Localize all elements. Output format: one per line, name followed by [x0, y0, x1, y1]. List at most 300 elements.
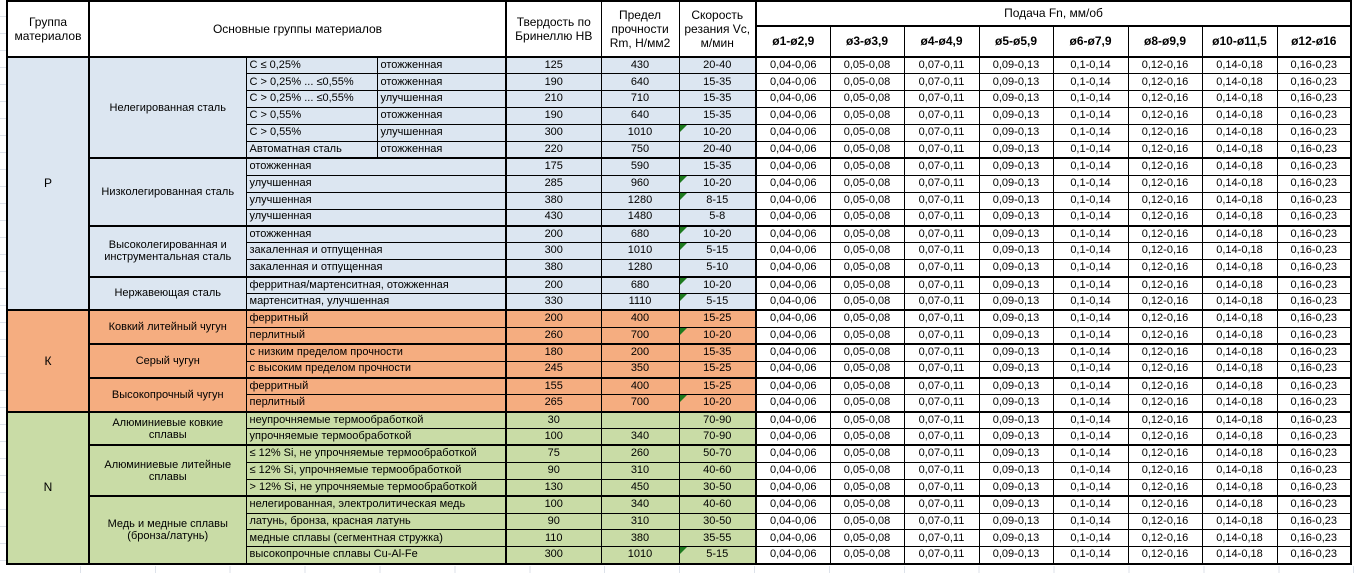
feed-value-cell[interactable]: 0,16-0,23 — [1277, 74, 1351, 91]
strength-cell[interactable]: 700 — [601, 395, 679, 412]
feed-value-cell[interactable]: 0,04-0,06 — [756, 125, 830, 142]
feed-value-cell[interactable]: 0,1-0,14 — [1053, 175, 1128, 192]
material-detail-cell[interactable]: мартенситная, улучшенная — [246, 293, 506, 310]
cutting-speed-cell[interactable]: 20-40 — [679, 57, 756, 74]
hardness-cell[interactable]: 380 — [506, 192, 601, 209]
cutting-speed-cell[interactable]: 5-10 — [679, 260, 756, 277]
feed-value-cell[interactable]: 0,09-0,13 — [979, 344, 1053, 361]
hardness-cell[interactable]: 175 — [506, 158, 601, 175]
feed-value-cell[interactable]: 0,05-0,08 — [830, 530, 904, 547]
material-detail-cell[interactable]: ферритная/мартенситная, отожженная — [246, 277, 506, 294]
feed-value-cell[interactable]: 0,12-0,16 — [1128, 547, 1202, 564]
material-detail-cell[interactable]: C ≤ 0,25% — [246, 57, 377, 74]
feed-value-cell[interactable]: 0,1-0,14 — [1053, 310, 1128, 327]
feed-value-cell[interactable]: 0,07-0,11 — [904, 513, 979, 530]
feed-value-cell[interactable]: 0,16-0,23 — [1277, 378, 1351, 395]
feed-value-cell[interactable]: 0,16-0,23 — [1277, 530, 1351, 547]
feed-value-cell[interactable]: 0,04-0,06 — [756, 108, 830, 125]
feed-value-cell[interactable]: 0,05-0,08 — [830, 395, 904, 412]
feed-value-cell[interactable]: 0,07-0,11 — [904, 192, 979, 209]
feed-value-cell[interactable]: 0,05-0,08 — [830, 209, 904, 226]
strength-cell[interactable]: 340 — [601, 429, 679, 446]
material-detail-cell[interactable]: упрочняемые термообработкой — [246, 429, 506, 446]
strength-cell[interactable]: 1280 — [601, 192, 679, 209]
feed-value-cell[interactable]: 0,05-0,08 — [830, 327, 904, 344]
group-letter-cell[interactable]: N — [7, 412, 89, 564]
feed-value-cell[interactable]: 0,09-0,13 — [979, 310, 1053, 327]
material-detail-cell[interactable]: C > 0,25% ... ≤0,55% — [246, 74, 377, 91]
cutting-speed-cell[interactable]: 10-20 — [679, 226, 756, 243]
hardness-cell[interactable]: 260 — [506, 327, 601, 344]
feed-value-cell[interactable]: 0,16-0,23 — [1277, 57, 1351, 74]
feed-value-cell[interactable]: 0,07-0,11 — [904, 108, 979, 125]
hardness-cell[interactable]: 190 — [506, 74, 601, 91]
feed-value-cell[interactable]: 0,04-0,06 — [756, 344, 830, 361]
feed-value-cell[interactable]: 0,12-0,16 — [1128, 57, 1202, 74]
subgroup-cell[interactable]: Нержавеющая сталь — [89, 277, 246, 311]
strength-cell[interactable]: 200 — [601, 344, 679, 361]
feed-value-cell[interactable]: 0,14-0,18 — [1202, 462, 1277, 479]
feed-value-cell[interactable]: 0,09-0,13 — [979, 412, 1053, 429]
feed-value-cell[interactable]: 0,07-0,11 — [904, 74, 979, 91]
material-state-cell[interactable]: отожженная — [377, 57, 506, 74]
feed-value-cell[interactable]: 0,09-0,13 — [979, 108, 1053, 125]
material-detail-cell[interactable]: ферритный — [246, 310, 506, 327]
header-tensile-strength[interactable]: Предел прочности Rm, Н/мм2 — [601, 1, 679, 57]
feed-value-cell[interactable]: 0,09-0,13 — [979, 395, 1053, 412]
feed-value-cell[interactable]: 0,05-0,08 — [830, 74, 904, 91]
feed-value-cell[interactable]: 0,05-0,08 — [830, 429, 904, 446]
feed-value-cell[interactable]: 0,16-0,23 — [1277, 462, 1351, 479]
feed-value-cell[interactable]: 0,07-0,11 — [904, 327, 979, 344]
cutting-speed-cell[interactable]: 15-25 — [679, 310, 756, 327]
feed-value-cell[interactable]: 0,14-0,18 — [1202, 277, 1277, 294]
feed-value-cell[interactable]: 0,1-0,14 — [1053, 57, 1128, 74]
material-detail-cell[interactable]: Автоматная сталь — [246, 141, 377, 158]
hardness-cell[interactable]: 220 — [506, 141, 601, 158]
feed-value-cell[interactable]: 0,12-0,16 — [1128, 192, 1202, 209]
strength-cell[interactable]: 960 — [601, 175, 679, 192]
hardness-cell[interactable]: 265 — [506, 395, 601, 412]
material-detail-cell[interactable]: медные сплавы (сегментная стружка) — [246, 530, 506, 547]
feed-value-cell[interactable]: 0,07-0,11 — [904, 496, 979, 513]
feed-value-cell[interactable]: 0,12-0,16 — [1128, 158, 1202, 175]
subgroup-cell[interactable]: Высоколегированная и инструментальная сталь — [89, 226, 246, 277]
material-detail-cell[interactable]: > 12% Si, не упрочняемые термообработкой — [246, 479, 506, 496]
hardness-cell[interactable]: 380 — [506, 260, 601, 277]
strength-cell[interactable]: 680 — [601, 277, 679, 294]
header-feed-d1[interactable]: ø1-ø2,9 — [756, 26, 830, 57]
cutting-speed-cell[interactable]: 10-20 — [679, 175, 756, 192]
feed-value-cell[interactable]: 0,05-0,08 — [830, 175, 904, 192]
feed-value-cell[interactable]: 0,04-0,06 — [756, 243, 830, 260]
feed-value-cell[interactable]: 0,07-0,11 — [904, 429, 979, 446]
feed-value-cell[interactable]: 0,14-0,18 — [1202, 243, 1277, 260]
feed-value-cell[interactable]: 0,09-0,13 — [979, 327, 1053, 344]
strength-cell[interactable]: 750 — [601, 141, 679, 158]
strength-cell[interactable]: 1480 — [601, 209, 679, 226]
feed-value-cell[interactable]: 0,12-0,16 — [1128, 277, 1202, 294]
strength-cell[interactable]: 1010 — [601, 125, 679, 142]
feed-value-cell[interactable]: 0,1-0,14 — [1053, 530, 1128, 547]
feed-value-cell[interactable]: 0,09-0,13 — [979, 158, 1053, 175]
header-feed-d5[interactable]: ø6-ø7,9 — [1053, 26, 1128, 57]
feed-value-cell[interactable]: 0,12-0,16 — [1128, 513, 1202, 530]
feed-value-cell[interactable]: 0,1-0,14 — [1053, 226, 1128, 243]
feed-value-cell[interactable]: 0,07-0,11 — [904, 547, 979, 564]
header-feed-d4[interactable]: ø5-ø5,9 — [979, 26, 1053, 57]
feed-value-cell[interactable]: 0,1-0,14 — [1053, 445, 1128, 462]
feed-value-cell[interactable]: 0,12-0,16 — [1128, 412, 1202, 429]
feed-value-cell[interactable]: 0,07-0,11 — [904, 243, 979, 260]
feed-value-cell[interactable]: 0,16-0,23 — [1277, 141, 1351, 158]
feed-value-cell[interactable]: 0,16-0,23 — [1277, 445, 1351, 462]
feed-value-cell[interactable]: 0,09-0,13 — [979, 74, 1053, 91]
feed-value-cell[interactable]: 0,12-0,16 — [1128, 175, 1202, 192]
feed-value-cell[interactable]: 0,1-0,14 — [1053, 378, 1128, 395]
feed-value-cell[interactable]: 0,09-0,13 — [979, 125, 1053, 142]
material-state-cell[interactable]: отожженная — [377, 108, 506, 125]
hardness-cell[interactable]: 190 — [506, 108, 601, 125]
cutting-speed-cell[interactable]: 15-35 — [679, 158, 756, 175]
feed-value-cell[interactable]: 0,07-0,11 — [904, 175, 979, 192]
feed-value-cell[interactable]: 0,14-0,18 — [1202, 412, 1277, 429]
cutting-speed-cell[interactable]: 15-35 — [679, 91, 756, 108]
material-detail-cell[interactable]: перлитный — [246, 395, 506, 412]
feed-value-cell[interactable]: 0,1-0,14 — [1053, 344, 1128, 361]
cutting-speed-cell[interactable]: 15-25 — [679, 378, 756, 395]
feed-value-cell[interactable]: 0,04-0,06 — [756, 361, 830, 378]
cutting-speed-cell[interactable]: 70-90 — [679, 429, 756, 446]
feed-value-cell[interactable]: 0,04-0,06 — [756, 479, 830, 496]
feed-value-cell[interactable]: 0,16-0,23 — [1277, 327, 1351, 344]
feed-value-cell[interactable]: 0,12-0,16 — [1128, 429, 1202, 446]
feed-value-cell[interactable]: 0,05-0,08 — [830, 445, 904, 462]
material-state-cell[interactable]: улучшенная — [377, 91, 506, 108]
feed-value-cell[interactable]: 0,16-0,23 — [1277, 513, 1351, 530]
feed-value-cell[interactable]: 0,16-0,23 — [1277, 412, 1351, 429]
material-detail-cell[interactable]: улучшенная — [246, 209, 506, 226]
subgroup-cell[interactable]: Высокопрочный чугун — [89, 378, 246, 412]
feed-value-cell[interactable]: 0,1-0,14 — [1053, 158, 1128, 175]
feed-value-cell[interactable]: 0,05-0,08 — [830, 158, 904, 175]
feed-value-cell[interactable]: 0,16-0,23 — [1277, 209, 1351, 226]
feed-value-cell[interactable]: 0,07-0,11 — [904, 445, 979, 462]
feed-value-cell[interactable]: 0,16-0,23 — [1277, 310, 1351, 327]
feed-value-cell[interactable]: 0,1-0,14 — [1053, 412, 1128, 429]
feed-value-cell[interactable]: 0,14-0,18 — [1202, 91, 1277, 108]
feed-value-cell[interactable]: 0,1-0,14 — [1053, 192, 1128, 209]
feed-value-cell[interactable]: 0,04-0,06 — [756, 310, 830, 327]
cutting-speed-cell[interactable]: 8-15 — [679, 192, 756, 209]
feed-value-cell[interactable]: 0,04-0,06 — [756, 462, 830, 479]
hardness-cell[interactable]: 430 — [506, 209, 601, 226]
material-detail-cell[interactable]: закаленная и отпущенная — [246, 243, 506, 260]
feed-value-cell[interactable]: 0,14-0,18 — [1202, 226, 1277, 243]
hardness-cell[interactable]: 210 — [506, 91, 601, 108]
feed-value-cell[interactable]: 0,04-0,06 — [756, 175, 830, 192]
header-feed-d6[interactable]: ø8-ø9,9 — [1128, 26, 1202, 57]
feed-value-cell[interactable]: 0,14-0,18 — [1202, 57, 1277, 74]
material-detail-cell[interactable]: ≤ 12% Si, упрочняемые термообработкой — [246, 462, 506, 479]
header-feed-d7[interactable]: ø10-ø11,5 — [1202, 26, 1277, 57]
feed-value-cell[interactable]: 0,07-0,11 — [904, 260, 979, 277]
header-feed-d2[interactable]: ø3-ø3,9 — [830, 26, 904, 57]
feed-value-cell[interactable]: 0,16-0,23 — [1277, 395, 1351, 412]
cutting-speed-cell[interactable]: 15-35 — [679, 344, 756, 361]
material-state-cell[interactable]: отожженная — [377, 141, 506, 158]
feed-value-cell[interactable]: 0,1-0,14 — [1053, 209, 1128, 226]
feed-value-cell[interactable]: 0,07-0,11 — [904, 395, 979, 412]
feed-value-cell[interactable]: 0,16-0,23 — [1277, 243, 1351, 260]
feed-value-cell[interactable]: 0,05-0,08 — [830, 226, 904, 243]
feed-value-cell[interactable]: 0,12-0,16 — [1128, 445, 1202, 462]
feed-value-cell[interactable]: 0,12-0,16 — [1128, 496, 1202, 513]
strength-cell[interactable]: 380 — [601, 530, 679, 547]
material-detail-cell[interactable]: отожженная — [246, 226, 506, 243]
feed-value-cell[interactable]: 0,1-0,14 — [1053, 141, 1128, 158]
strength-cell[interactable]: 1110 — [601, 293, 679, 310]
cutting-speed-cell[interactable]: 30-50 — [679, 479, 756, 496]
feed-value-cell[interactable]: 0,09-0,13 — [979, 57, 1053, 74]
feed-value-cell[interactable]: 0,1-0,14 — [1053, 547, 1128, 564]
feed-value-cell[interactable]: 0,04-0,06 — [756, 260, 830, 277]
feed-value-cell[interactable]: 0,04-0,06 — [756, 141, 830, 158]
feed-value-cell[interactable]: 0,04-0,06 — [756, 209, 830, 226]
feed-value-cell[interactable]: 0,1-0,14 — [1053, 277, 1128, 294]
hardness-cell[interactable]: 330 — [506, 293, 601, 310]
feed-value-cell[interactable]: 0,12-0,16 — [1128, 327, 1202, 344]
feed-value-cell[interactable]: 0,07-0,11 — [904, 158, 979, 175]
feed-value-cell[interactable]: 0,14-0,18 — [1202, 530, 1277, 547]
feed-value-cell[interactable]: 0,14-0,18 — [1202, 141, 1277, 158]
feed-value-cell[interactable]: 0,09-0,13 — [979, 361, 1053, 378]
feed-value-cell[interactable]: 0,1-0,14 — [1053, 243, 1128, 260]
feed-value-cell[interactable]: 0,1-0,14 — [1053, 462, 1128, 479]
feed-value-cell[interactable]: 0,05-0,08 — [830, 462, 904, 479]
feed-value-cell[interactable]: 0,16-0,23 — [1277, 429, 1351, 446]
feed-value-cell[interactable]: 0,12-0,16 — [1128, 108, 1202, 125]
hardness-cell[interactable]: 90 — [506, 462, 601, 479]
feed-value-cell[interactable]: 0,16-0,23 — [1277, 158, 1351, 175]
feed-value-cell[interactable]: 0,14-0,18 — [1202, 344, 1277, 361]
strength-cell[interactable]: 590 — [601, 158, 679, 175]
feed-value-cell[interactable]: 0,14-0,18 — [1202, 327, 1277, 344]
feed-value-cell[interactable]: 0,14-0,18 — [1202, 445, 1277, 462]
hardness-cell[interactable]: 300 — [506, 125, 601, 142]
feed-value-cell[interactable]: 0,07-0,11 — [904, 462, 979, 479]
feed-value-cell[interactable]: 0,12-0,16 — [1128, 344, 1202, 361]
feed-value-cell[interactable]: 0,04-0,06 — [756, 547, 830, 564]
header-material-group[interactable]: Группа материалов — [7, 1, 89, 57]
feed-value-cell[interactable]: 0,04-0,06 — [756, 327, 830, 344]
feed-value-cell[interactable]: 0,16-0,23 — [1277, 479, 1351, 496]
strength-cell[interactable]: 1010 — [601, 547, 679, 564]
feed-value-cell[interactable]: 0,14-0,18 — [1202, 310, 1277, 327]
feed-value-cell[interactable]: 0,12-0,16 — [1128, 310, 1202, 327]
strength-cell[interactable]: 700 — [601, 327, 679, 344]
feed-value-cell[interactable]: 0,04-0,06 — [756, 226, 830, 243]
cutting-speed-cell[interactable]: 15-35 — [679, 108, 756, 125]
feed-value-cell[interactable]: 0,04-0,06 — [756, 445, 830, 462]
cutting-speed-cell[interactable]: 40-60 — [679, 462, 756, 479]
feed-value-cell[interactable]: 0,1-0,14 — [1053, 74, 1128, 91]
subgroup-cell[interactable]: Ковкий литейный чугун — [89, 310, 246, 344]
feed-value-cell[interactable]: 0,07-0,11 — [904, 209, 979, 226]
feed-value-cell[interactable]: 0,12-0,16 — [1128, 293, 1202, 310]
feed-value-cell[interactable]: 0,12-0,16 — [1128, 125, 1202, 142]
hardness-cell[interactable]: 285 — [506, 175, 601, 192]
feed-value-cell[interactable]: 0,1-0,14 — [1053, 429, 1128, 446]
material-detail-cell[interactable]: перлитный — [246, 327, 506, 344]
feed-value-cell[interactable]: 0,09-0,13 — [979, 530, 1053, 547]
cutting-speed-cell[interactable]: 30-50 — [679, 513, 756, 530]
hardness-cell[interactable]: 110 — [506, 530, 601, 547]
feed-value-cell[interactable]: 0,12-0,16 — [1128, 395, 1202, 412]
feed-value-cell[interactable]: 0,04-0,06 — [756, 378, 830, 395]
feed-value-cell[interactable]: 0,1-0,14 — [1053, 361, 1128, 378]
feed-value-cell[interactable]: 0,07-0,11 — [904, 412, 979, 429]
cutting-speed-cell[interactable]: 50-70 — [679, 445, 756, 462]
feed-value-cell[interactable]: 0,14-0,18 — [1202, 158, 1277, 175]
strength-cell[interactable]: 310 — [601, 462, 679, 479]
feed-value-cell[interactable]: 0,07-0,11 — [904, 91, 979, 108]
feed-value-cell[interactable]: 0,04-0,06 — [756, 74, 830, 91]
feed-value-cell[interactable]: 0,14-0,18 — [1202, 479, 1277, 496]
feed-value-cell[interactable]: 0,07-0,11 — [904, 277, 979, 294]
strength-cell[interactable]: 430 — [601, 57, 679, 74]
strength-cell[interactable]: 260 — [601, 445, 679, 462]
feed-value-cell[interactable]: 0,07-0,11 — [904, 141, 979, 158]
feed-value-cell[interactable]: 0,16-0,23 — [1277, 175, 1351, 192]
feed-value-cell[interactable]: 0,07-0,11 — [904, 378, 979, 395]
hardness-cell[interactable]: 300 — [506, 547, 601, 564]
cutting-speed-cell[interactable]: 10-20 — [679, 395, 756, 412]
hardness-cell[interactable]: 180 — [506, 344, 601, 361]
material-detail-cell[interactable]: высокопрочные сплавы Cu-Al-Fe — [246, 547, 506, 564]
feed-value-cell[interactable]: 0,14-0,18 — [1202, 209, 1277, 226]
material-detail-cell[interactable]: неупрочняемые термообработкой — [246, 412, 506, 429]
cutting-speed-cell[interactable]: 5-15 — [679, 243, 756, 260]
material-detail-cell[interactable]: ≤ 12% Si, не упрочняемые термообработкой — [246, 445, 506, 462]
strength-cell[interactable]: 1010 — [601, 243, 679, 260]
strength-cell[interactable]: 640 — [601, 108, 679, 125]
hardness-cell[interactable]: 130 — [506, 479, 601, 496]
feed-value-cell[interactable]: 0,14-0,18 — [1202, 260, 1277, 277]
feed-value-cell[interactable]: 0,05-0,08 — [830, 513, 904, 530]
feed-value-cell[interactable]: 0,04-0,06 — [756, 293, 830, 310]
material-detail-cell[interactable]: улучшенная — [246, 175, 506, 192]
group-letter-cell[interactable]: P — [7, 57, 89, 310]
hardness-cell[interactable]: 155 — [506, 378, 601, 395]
feed-value-cell[interactable]: 0,14-0,18 — [1202, 192, 1277, 209]
feed-value-cell[interactable]: 0,12-0,16 — [1128, 378, 1202, 395]
hardness-cell[interactable]: 245 — [506, 361, 601, 378]
cutting-speed-cell[interactable]: 10-20 — [679, 277, 756, 294]
feed-value-cell[interactable]: 0,04-0,06 — [756, 530, 830, 547]
cutting-speed-cell[interactable]: 15-35 — [679, 74, 756, 91]
cutting-speed-cell[interactable]: 10-20 — [679, 125, 756, 142]
feed-value-cell[interactable]: 0,07-0,11 — [904, 344, 979, 361]
feed-value-cell[interactable]: 0,16-0,23 — [1277, 344, 1351, 361]
strength-cell[interactable]: 680 — [601, 226, 679, 243]
feed-value-cell[interactable]: 0,04-0,06 — [756, 496, 830, 513]
feed-value-cell[interactable]: 0,07-0,11 — [904, 125, 979, 142]
feed-value-cell[interactable]: 0,14-0,18 — [1202, 108, 1277, 125]
strength-cell[interactable]: 340 — [601, 496, 679, 513]
feed-value-cell[interactable]: 0,04-0,06 — [756, 158, 830, 175]
material-detail-cell[interactable]: C > 0,55% — [246, 108, 377, 125]
feed-value-cell[interactable]: 0,07-0,11 — [904, 57, 979, 74]
hardness-cell[interactable]: 100 — [506, 429, 601, 446]
hardness-cell[interactable]: 75 — [506, 445, 601, 462]
feed-value-cell[interactable]: 0,14-0,18 — [1202, 125, 1277, 142]
material-detail-cell[interactable]: закаленная и отпущенная — [246, 260, 506, 277]
feed-value-cell[interactable]: 0,09-0,13 — [979, 462, 1053, 479]
feed-value-cell[interactable]: 0,05-0,08 — [830, 344, 904, 361]
feed-value-cell[interactable]: 0,1-0,14 — [1053, 479, 1128, 496]
strength-cell[interactable]: 310 — [601, 513, 679, 530]
feed-value-cell[interactable]: 0,05-0,08 — [830, 496, 904, 513]
material-detail-cell[interactable]: улучшенная — [246, 192, 506, 209]
feed-value-cell[interactable]: 0,09-0,13 — [979, 277, 1053, 294]
feed-value-cell[interactable]: 0,05-0,08 — [830, 57, 904, 74]
feed-value-cell[interactable]: 0,09-0,13 — [979, 445, 1053, 462]
feed-value-cell[interactable]: 0,12-0,16 — [1128, 209, 1202, 226]
feed-value-cell[interactable]: 0,12-0,16 — [1128, 260, 1202, 277]
feed-value-cell[interactable]: 0,09-0,13 — [979, 226, 1053, 243]
material-state-cell[interactable]: отожженная — [377, 74, 506, 91]
cutting-speed-cell[interactable]: 40-60 — [679, 496, 756, 513]
material-detail-cell[interactable]: с низким пределом прочности — [246, 344, 506, 361]
feed-value-cell[interactable]: 0,09-0,13 — [979, 175, 1053, 192]
hardness-cell[interactable]: 30 — [506, 412, 601, 429]
feed-value-cell[interactable]: 0,12-0,16 — [1128, 243, 1202, 260]
feed-value-cell[interactable]: 0,16-0,23 — [1277, 226, 1351, 243]
cutting-speed-cell[interactable]: 15-25 — [679, 361, 756, 378]
material-detail-cell[interactable]: C > 0,25% ... ≤0,55% — [246, 91, 377, 108]
feed-value-cell[interactable]: 0,07-0,11 — [904, 530, 979, 547]
hardness-cell[interactable]: 90 — [506, 513, 601, 530]
feed-value-cell[interactable]: 0,16-0,23 — [1277, 496, 1351, 513]
subgroup-cell[interactable]: Низколегированная сталь — [89, 158, 246, 226]
hardness-cell[interactable]: 200 — [506, 226, 601, 243]
feed-value-cell[interactable]: 0,14-0,18 — [1202, 175, 1277, 192]
feed-value-cell[interactable]: 0,16-0,23 — [1277, 260, 1351, 277]
feed-value-cell[interactable]: 0,12-0,16 — [1128, 91, 1202, 108]
feed-value-cell[interactable]: 0,05-0,08 — [830, 125, 904, 142]
feed-value-cell[interactable]: 0,04-0,06 — [756, 412, 830, 429]
strength-cell[interactable]: 710 — [601, 91, 679, 108]
feed-value-cell[interactable]: 0,1-0,14 — [1053, 327, 1128, 344]
cutting-speed-cell[interactable]: 20-40 — [679, 141, 756, 158]
feed-value-cell[interactable]: 0,09-0,13 — [979, 513, 1053, 530]
feed-value-cell[interactable]: 0,12-0,16 — [1128, 226, 1202, 243]
feed-value-cell[interactable]: 0,05-0,08 — [830, 361, 904, 378]
feed-value-cell[interactable]: 0,05-0,08 — [830, 547, 904, 564]
material-detail-cell[interactable]: с высоким пределом прочности — [246, 361, 506, 378]
hardness-cell[interactable]: 100 — [506, 496, 601, 513]
feed-value-cell[interactable]: 0,09-0,13 — [979, 479, 1053, 496]
cutting-speed-cell[interactable]: 5-15 — [679, 547, 756, 564]
feed-value-cell[interactable]: 0,07-0,11 — [904, 226, 979, 243]
feed-value-cell[interactable]: 0,07-0,11 — [904, 293, 979, 310]
feed-value-cell[interactable]: 0,07-0,11 — [904, 361, 979, 378]
strength-cell[interactable]: 1280 — [601, 260, 679, 277]
feed-value-cell[interactable]: 0,14-0,18 — [1202, 395, 1277, 412]
feed-value-cell[interactable]: 0,14-0,18 — [1202, 496, 1277, 513]
feed-value-cell[interactable]: 0,12-0,16 — [1128, 462, 1202, 479]
